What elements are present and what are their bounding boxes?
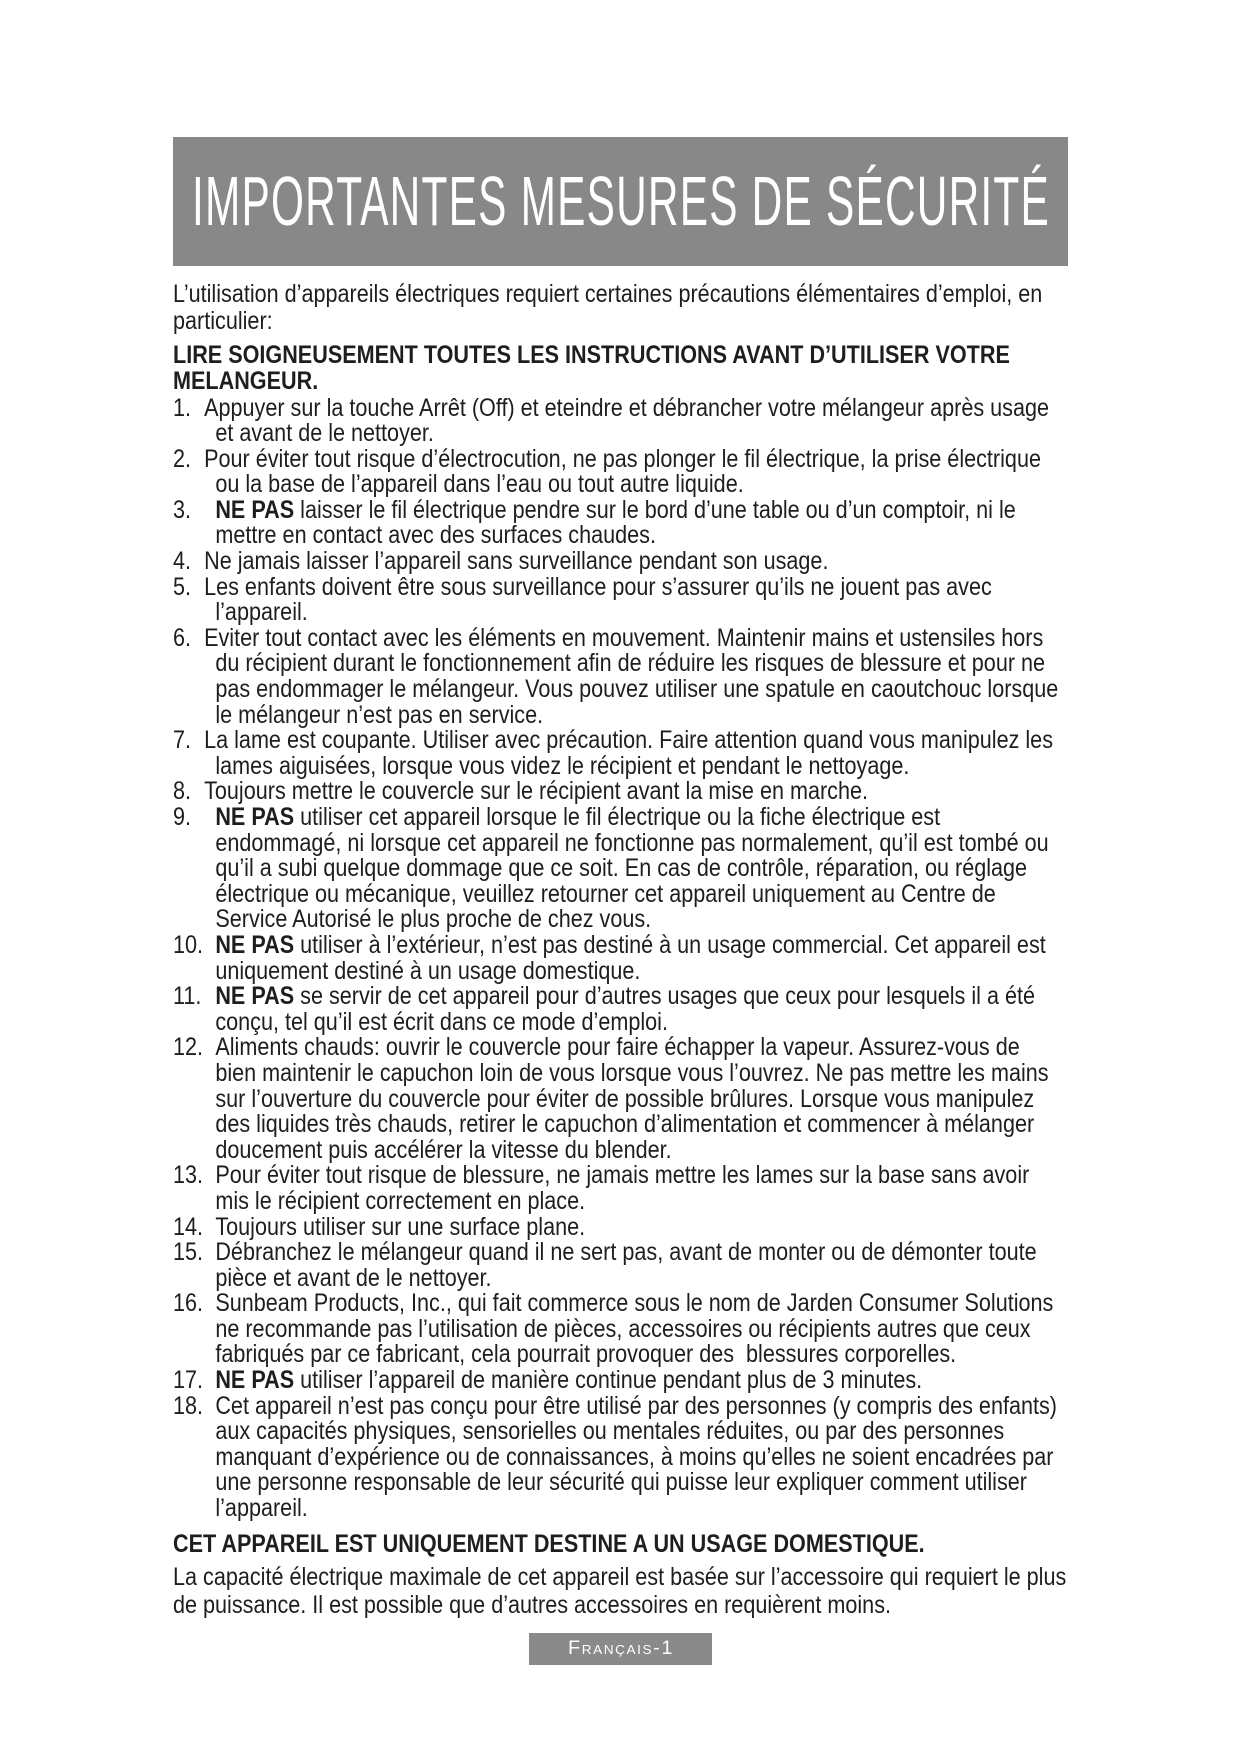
safety-item-15 [173, 1240, 1123, 1291]
item-1-line-2: et avant de le nettoyer. [215, 419, 434, 448]
item-10-line-1 [173, 930, 1123, 959]
item-12-line-4: des liquides très chauds, retirer le capuchon d’alimentation et commencer à mélanger [215, 1110, 1035, 1139]
intro-line-2: particulier: [173, 306, 273, 335]
title-banner [173, 137, 1068, 266]
item-text: Les enfants doivent être sous surveillance pour s’assurer qu’ils ne jouent pas avec [204, 572, 992, 601]
item-text: Eviter tout contact avec les éléments en mouvement. Maintenir mains et ustensiles hors [204, 623, 1044, 652]
item-text: Cet appareil n’est pas conçu pour être utilisé par des personnes (y compris des enfants) [215, 1391, 1057, 1420]
safety-item-3 [173, 495, 1123, 550]
item-16-line-2: ne recommande pas l’utilisation de pièces, accessoires ou récipients autres que ceux [215, 1314, 1031, 1343]
item-text: Aliments chauds: ouvrir le couvercle pour faire échapper la vapeur. Assurez-vous de [215, 1033, 1020, 1062]
item-9-line-5: Service Autorisé le plus proche de chez vous. [215, 905, 652, 934]
item-10-line-2: uniquement destiné à un usage domestique. [215, 956, 641, 985]
item-text: se servir de cet appareil pour d’autres usages que ceux pour lesquels il a été [294, 982, 1036, 1011]
item-18-line-3: manquant d’expérience ou de connaissances, à moins qu’elles ne soient encadrées par [215, 1442, 1054, 1471]
item-text: Sunbeam Products, Inc., qui fait commerce sous le nom de Jarden Consumer Solutions [215, 1289, 1054, 1318]
item-number: 4. [173, 547, 192, 576]
ne-pas-emphasis: NE PAS [215, 982, 295, 1011]
item-13-line-1 [173, 1163, 1123, 1189]
item-16-line-3: fabriqués par ce fabricant, cela pourrait provoquer des blessures corporelles. [215, 1340, 957, 1369]
ne-pas-emphasis: NE PAS [215, 495, 295, 524]
safety-list [173, 393, 1123, 1523]
household-use-notice [173, 1531, 1123, 1557]
item-text: utiliser à l’extérieur, n’est pas destiné à un usage commercial. Cet appareil est [294, 930, 1046, 959]
item-1-line-1 [173, 393, 1123, 422]
item-15-line-2: pièce et avant de le nettoyer. [215, 1263, 492, 1292]
item-9-line-3: qu’il a subi quelque dommage que ce soit. En cas de contrôle, réparation, ou réglage [215, 854, 1028, 883]
item-number: 3. [173, 495, 192, 524]
safety-item-17 [173, 1368, 1123, 1394]
item-3-line-1 [173, 495, 1123, 524]
safety-item-5 [173, 572, 1123, 627]
item-9-line-2: endommagé, ni lorsque cet appareil ne fonctionne pas normalement, qu’il est tombé ou [215, 828, 1049, 857]
item-text: Toujours mettre le couvercle sur le récipient avant la mise en marche. [204, 777, 869, 806]
item-18-line-4: une personne responsable de leur sécurité qui puisse leur expliquer comment utiliser [215, 1468, 1027, 1497]
item-text: Toujours utiliser sur une surface plane. [215, 1212, 586, 1241]
item-12-line-1 [173, 1035, 1123, 1061]
item-text: utiliser l’appareil de manière continue pendant plus de 3 minutes. [294, 1366, 923, 1395]
item-11-line-1 [173, 984, 1123, 1010]
item-number: 16. [173, 1289, 204, 1318]
item-5-line-1 [173, 572, 1123, 601]
warning-line-2: MELANGEUR. [173, 366, 319, 395]
item-number: 14. [173, 1212, 204, 1241]
warning-line-1: LIRE SOIGNEUSEMENT TOUTES LES INSTRUCTIONS AVANT D’UTILISER VOTRE [173, 341, 1010, 369]
safety-item-6 [173, 623, 1123, 729]
power-capacity-note [173, 1564, 1123, 1620]
item-6-line-3: pas endommager le mélangeur. Vous pouvez utiliser une spatule en caoutchouc lorsque [215, 675, 1059, 704]
item-text: Débranchez le mélangeur quand il ne sert pas, avant de monter ou de démonter toute [215, 1238, 1037, 1267]
read-instructions-warning [173, 343, 1123, 394]
item-number: 9. [173, 803, 192, 831]
safety-item-11 [173, 984, 1123, 1035]
item-number: 6. [173, 623, 192, 652]
item-9-line-1 [173, 805, 1123, 831]
item-number: 7. [173, 726, 192, 755]
item-number: 11. [173, 982, 202, 1011]
item-6-line-2: du récipient durant le fonctionnement afin de réduire les risques de blessure et pour ne [215, 649, 1046, 678]
item-13-line-2: mis le récipient correctement en place. [215, 1186, 586, 1215]
safety-item-13 [173, 1163, 1123, 1214]
page-number-label: Français-1 [568, 1638, 674, 1659]
item-7-line-1 [173, 728, 1123, 754]
item-12-line-3: sur l’ouverture du couvercle pour éviter de possible brûlures. Lorsque vous manipulez [215, 1084, 1035, 1113]
item-14-line-1 [173, 1212, 1123, 1241]
item-9-line-4: électrique ou mécanique, veuillez retourner cet appareil uniquement au Centre de [215, 879, 996, 908]
item-18-line-1 [173, 1391, 1123, 1420]
power-note-line-2: de puissance. Il est possible que d’autres accessoires en requièrent moins. [173, 1590, 892, 1619]
safety-item-7 [173, 728, 1123, 779]
safety-item-10 [173, 930, 1123, 985]
item-number: 12. [173, 1033, 204, 1062]
ne-pas-emphasis: NE PAS [215, 1366, 295, 1395]
item-text: Appuyer sur la touche Arrêt (Off) et eteindre et débrancher votre mélangeur après usage [204, 393, 1049, 422]
item-18-line-2: aux capacités physiques, sensorielles ou mentales réduites, ou par des personnes [215, 1417, 1005, 1446]
item-2-line-1 [173, 444, 1123, 473]
item-7-line-2: lames aiguisées, lorsque vous videz le récipient et pendant le nettoyage. [215, 751, 910, 780]
item-number: 17. [173, 1366, 204, 1395]
item-text: Ne jamais laisser l’appareil sans surveillance pendant son usage. [204, 547, 829, 576]
item-6-line-1 [173, 623, 1123, 652]
item-number: 13. [173, 1161, 204, 1190]
item-2-line-2: ou la base de l’appareil dans l’eau ou tout autre liquide. [215, 470, 744, 499]
safety-item-4 [173, 549, 1123, 575]
item-3-line-2: mettre en contact avec des surfaces chaudes. [215, 521, 656, 550]
item-12-line-5: doucement puis accélérer la vitesse du blender. [215, 1135, 672, 1164]
safety-item-12 [173, 1035, 1123, 1163]
item-number: 8. [173, 777, 192, 806]
item-text: laisser le fil électrique pendre sur le bord d’une table ou d’un comptoir, ni le [294, 495, 1016, 524]
item-6-line-4: le mélangeur n’est pas en service. [215, 700, 544, 729]
item-text: utiliser cet appareil lorsque le fil électrique ou la fiche électrique est [294, 803, 941, 831]
item-number: 2. [173, 444, 192, 473]
power-note-line-1: La capacité électrique maximale de cet appareil est basée sur l’accessoire qui requiert le plus [173, 1563, 1067, 1591]
item-number: 18. [173, 1391, 204, 1420]
item-18-line-5: l’appareil. [215, 1494, 308, 1523]
intro-paragraph [173, 281, 1123, 335]
intro-line-1: L’utilisation d’appareils électriques requiert certaines précautions élémentaires d’emploi, en [173, 280, 1043, 308]
item-text: La lame est coupante. Utiliser avec précaution. Faire attention quand vous manipulez les [204, 726, 1053, 755]
ne-pas-emphasis: NE PAS [215, 930, 295, 959]
safety-item-8 [173, 779, 1123, 805]
item-17-line-1 [173, 1368, 1123, 1394]
safety-item-9 [173, 805, 1123, 933]
page-number-tab [529, 1633, 712, 1665]
page-title: IMPORTANTES MESURES DE SÉCURITÉ [192, 162, 1050, 240]
item-8-line-1 [173, 779, 1123, 805]
notice-line: CET APPAREIL EST UNIQUEMENT DESTINE A UN USAGE DOMESTIQUE. [173, 1530, 925, 1558]
item-5-line-2: l’appareil. [215, 598, 308, 627]
item-12-line-2: bien maintenir le capuchon loin de vous lorsque vous l’ouvrez. Ne pas mettre les mains [215, 1058, 1049, 1087]
item-text: Pour éviter tout risque de blessure, ne jamais mettre les lames sur la base sans avoir [215, 1161, 1030, 1190]
item-number: 15. [173, 1238, 204, 1267]
item-16-line-1 [173, 1291, 1123, 1317]
safety-item-16 [173, 1291, 1123, 1368]
item-number: 10. [173, 930, 204, 959]
item-11-line-2: conçu, tel qu’il est écrit dans ce mode d’emploi. [215, 1007, 668, 1036]
item-number: 1. [173, 393, 192, 422]
item-4-line-1 [173, 549, 1123, 575]
item-15-line-1 [173, 1240, 1123, 1266]
item-number: 5. [173, 572, 192, 601]
safety-item-14 [173, 1212, 1123, 1241]
ne-pas-emphasis: NE PAS [215, 803, 295, 831]
item-text: Pour éviter tout risque d’électrocution, ne pas plonger le fil électrique, la prise électrique [204, 444, 1041, 473]
safety-item-18 [173, 1391, 1123, 1523]
safety-item-1 [173, 393, 1123, 448]
safety-item-2 [173, 444, 1123, 499]
